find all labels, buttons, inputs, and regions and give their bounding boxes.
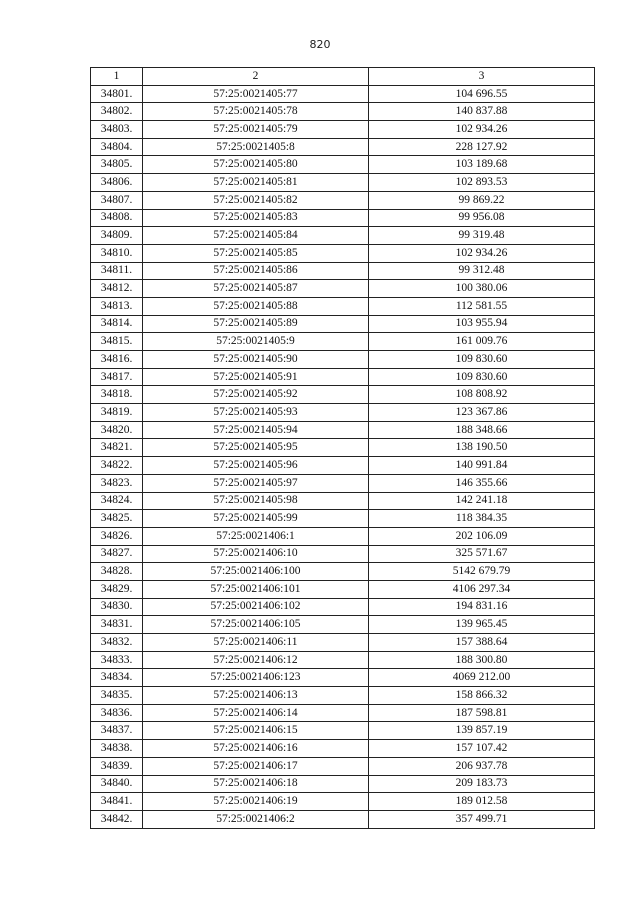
cadastral-number-cell: 57:25:0021406:11: [143, 634, 369, 652]
cadastral-number-cell: 57:25:0021406:14: [143, 704, 369, 722]
table-row: [91, 810, 595, 828]
cadastral-number-cell: 57:25:0021405:94: [143, 421, 369, 439]
row-number-cell: 34806.: [91, 174, 143, 192]
cadastral-number-cell: 57:25:0021405:93: [143, 404, 369, 422]
cadastral-number-cell: 57:25:0021405:78: [143, 103, 369, 121]
table-row: [91, 156, 595, 174]
row-number-cell: 34805.: [91, 156, 143, 174]
table-row: [91, 103, 595, 121]
cadastral-number-cell: 57:25:0021405:80: [143, 156, 369, 174]
row-number-cell: 34832.: [91, 634, 143, 652]
cadastral-number-cell: 57:25:0021405:82: [143, 191, 369, 209]
table-row: [91, 457, 595, 475]
cadastral-number-cell: 57:25:0021405:81: [143, 174, 369, 192]
table-row: [91, 351, 595, 369]
value-cell: 112 581.55: [369, 297, 595, 315]
cadastral-number-cell: 57:25:0021405:96: [143, 457, 369, 475]
row-number-cell: 34803.: [91, 121, 143, 139]
value-cell: 100 380.06: [369, 280, 595, 298]
cadastral-number-cell: 57:25:0021405:99: [143, 510, 369, 528]
column-header-3: 3: [369, 68, 595, 86]
row-number-cell: 34836.: [91, 704, 143, 722]
value-cell: 325 571.67: [369, 545, 595, 563]
value-cell: 158 866.32: [369, 687, 595, 705]
row-number-cell: 34824.: [91, 492, 143, 510]
value-cell: 206 937.78: [369, 757, 595, 775]
table-row: [91, 121, 595, 139]
row-number-cell: 34818.: [91, 386, 143, 404]
cadastral-number-cell: 57:25:0021406:105: [143, 616, 369, 634]
table-row: [91, 262, 595, 280]
row-number-cell: 34813.: [91, 297, 143, 315]
table-row: [91, 386, 595, 404]
value-cell: 109 830.60: [369, 351, 595, 369]
cadastral-number-cell: 57:25:0021406:102: [143, 598, 369, 616]
row-number-cell: 34802.: [91, 103, 143, 121]
value-cell: 161 009.76: [369, 333, 595, 351]
row-number-cell: 34804.: [91, 138, 143, 156]
row-number-cell: 34822.: [91, 457, 143, 475]
data-table: [90, 67, 595, 829]
value-cell: 357 499.71: [369, 810, 595, 828]
row-number-cell: 34834.: [91, 669, 143, 687]
table-row: [91, 757, 595, 775]
cadastral-number-cell: 57:25:0021406:18: [143, 775, 369, 793]
table-row: [91, 704, 595, 722]
value-cell: 188 300.80: [369, 651, 595, 669]
table-row: [91, 174, 595, 192]
value-cell: 188 348.66: [369, 421, 595, 439]
value-cell: 99 319.48: [369, 227, 595, 245]
table-row: [91, 598, 595, 616]
cadastral-number-cell: 57:25:0021405:92: [143, 386, 369, 404]
table-row: [91, 421, 595, 439]
table-body: [91, 85, 595, 828]
value-cell: 189 012.58: [369, 793, 595, 811]
cadastral-number-cell: 57:25:0021405:89: [143, 315, 369, 333]
value-cell: 5142 679.79: [369, 563, 595, 581]
table-row: [91, 244, 595, 262]
row-number-cell: 34826.: [91, 527, 143, 545]
cadastral-number-cell: 57:25:0021405:8: [143, 138, 369, 156]
table-row: [91, 191, 595, 209]
value-cell: 146 355.66: [369, 474, 595, 492]
cadastral-number-cell: 57:25:0021406:100: [143, 563, 369, 581]
value-cell: 102 893.53: [369, 174, 595, 192]
value-cell: 102 934.26: [369, 121, 595, 139]
cadastral-number-cell: 57:25:0021406:17: [143, 757, 369, 775]
cadastral-number-cell: 57:25:0021405:77: [143, 85, 369, 103]
value-cell: 228 127.92: [369, 138, 595, 156]
table-row: [91, 563, 595, 581]
table-row: [91, 404, 595, 422]
value-cell: 103 189.68: [369, 156, 595, 174]
cadastral-number-cell: 57:25:0021406:15: [143, 722, 369, 740]
value-cell: 109 830.60: [369, 368, 595, 386]
row-number-cell: 34812.: [91, 280, 143, 298]
cadastral-number-cell: 57:25:0021406:12: [143, 651, 369, 669]
row-number-cell: 34827.: [91, 545, 143, 563]
value-cell: 209 183.73: [369, 775, 595, 793]
cadastral-number-cell: 57:25:0021405:86: [143, 262, 369, 280]
value-cell: 157 388.64: [369, 634, 595, 652]
cadastral-number-cell: 57:25:0021405:79: [143, 121, 369, 139]
table-row: [91, 492, 595, 510]
value-cell: 138 190.50: [369, 439, 595, 457]
row-number-cell: 34829.: [91, 580, 143, 598]
table-row: [91, 280, 595, 298]
row-number-cell: 34840.: [91, 775, 143, 793]
cadastral-number-cell: 57:25:0021406:10: [143, 545, 369, 563]
cadastral-number-cell: 57:25:0021405:98: [143, 492, 369, 510]
cadastral-number-cell: 57:25:0021405:87: [143, 280, 369, 298]
value-cell: 139 857.19: [369, 722, 595, 740]
table-row: [91, 775, 595, 793]
table-row: [91, 580, 595, 598]
table-row: [91, 687, 595, 705]
cadastral-number-cell: 57:25:0021405:83: [143, 209, 369, 227]
table-row: [91, 793, 595, 811]
row-number-cell: 34838.: [91, 740, 143, 758]
table-row: [91, 722, 595, 740]
value-cell: 4069 212.00: [369, 669, 595, 687]
value-cell: 187 598.81: [369, 704, 595, 722]
value-cell: 99 869.22: [369, 191, 595, 209]
value-cell: 118 384.35: [369, 510, 595, 528]
value-cell: 194 831.16: [369, 598, 595, 616]
row-number-cell: 34833.: [91, 651, 143, 669]
value-cell: 104 696.55: [369, 85, 595, 103]
row-number-cell: 34839.: [91, 757, 143, 775]
value-cell: 99 312.48: [369, 262, 595, 280]
cadastral-number-cell: 57:25:0021405:85: [143, 244, 369, 262]
cadastral-number-cell: 57:25:0021405:90: [143, 351, 369, 369]
value-cell: 157 107.42: [369, 740, 595, 758]
cadastral-number-cell: 57:25:0021406:101: [143, 580, 369, 598]
value-cell: 99 956.08: [369, 209, 595, 227]
cadastral-number-cell: 57:25:0021406:13: [143, 687, 369, 705]
value-cell: 123 367.86: [369, 404, 595, 422]
table-header-row: [91, 68, 595, 86]
page-number: 820: [309, 38, 331, 51]
row-number-cell: 34808.: [91, 209, 143, 227]
cadastral-number-cell: 57:25:0021406:2: [143, 810, 369, 828]
table-row: [91, 138, 595, 156]
table-row: [91, 297, 595, 315]
cadastral-number-cell: 57:25:0021405:88: [143, 297, 369, 315]
row-number-cell: 34820.: [91, 421, 143, 439]
value-cell: 139 965.45: [369, 616, 595, 634]
row-number-cell: 34821.: [91, 439, 143, 457]
cadastral-number-cell: 57:25:0021405:95: [143, 439, 369, 457]
table-row: [91, 209, 595, 227]
row-number-cell: 34831.: [91, 616, 143, 634]
value-cell: 103 955.94: [369, 315, 595, 333]
value-cell: 102 934.26: [369, 244, 595, 262]
value-cell: 142 241.18: [369, 492, 595, 510]
row-number-cell: 34815.: [91, 333, 143, 351]
value-cell: 202 106.09: [369, 527, 595, 545]
row-number-cell: 34819.: [91, 404, 143, 422]
cadastral-number-cell: 57:25:0021406:1: [143, 527, 369, 545]
row-number-cell: 34814.: [91, 315, 143, 333]
cadastral-number-cell: 57:25:0021405:84: [143, 227, 369, 245]
row-number-cell: 34823.: [91, 474, 143, 492]
table-row: [91, 616, 595, 634]
cadastral-number-cell: 57:25:0021406:123: [143, 669, 369, 687]
cadastral-number-cell: 57:25:0021405:9: [143, 333, 369, 351]
table-row: [91, 368, 595, 386]
table-row: [91, 651, 595, 669]
table-row: [91, 333, 595, 351]
row-number-cell: 34837.: [91, 722, 143, 740]
value-cell: 140 837.88: [369, 103, 595, 121]
table-row: [91, 439, 595, 457]
table-row: [91, 527, 595, 545]
row-number-cell: 34841.: [91, 793, 143, 811]
row-number-cell: 34810.: [91, 244, 143, 262]
value-cell: 4106 297.34: [369, 580, 595, 598]
table-row: [91, 315, 595, 333]
value-cell: 108 808.92: [369, 386, 595, 404]
table-row: [91, 634, 595, 652]
value-cell: 140 991.84: [369, 457, 595, 475]
table-row: [91, 545, 595, 563]
table-row: [91, 669, 595, 687]
row-number-cell: 34811.: [91, 262, 143, 280]
row-number-cell: 34825.: [91, 510, 143, 528]
table-row: [91, 740, 595, 758]
row-number-cell: 34817.: [91, 368, 143, 386]
cadastral-number-cell: 57:25:0021406:16: [143, 740, 369, 758]
cadastral-number-cell: 57:25:0021405:97: [143, 474, 369, 492]
row-number-cell: 34842.: [91, 810, 143, 828]
table-row: [91, 510, 595, 528]
row-number-cell: 34801.: [91, 85, 143, 103]
table-row: [91, 85, 595, 103]
column-header-1: 1: [91, 68, 143, 86]
table-row: [91, 227, 595, 245]
row-number-cell: 34830.: [91, 598, 143, 616]
cadastral-number-cell: 57:25:0021406:19: [143, 793, 369, 811]
row-number-cell: 34828.: [91, 563, 143, 581]
cadastral-number-cell: 57:25:0021405:91: [143, 368, 369, 386]
table-row: [91, 474, 595, 492]
row-number-cell: 34809.: [91, 227, 143, 245]
row-number-cell: 34835.: [91, 687, 143, 705]
row-number-cell: 34807.: [91, 191, 143, 209]
row-number-cell: 34816.: [91, 351, 143, 369]
column-header-2: 2: [143, 68, 369, 86]
